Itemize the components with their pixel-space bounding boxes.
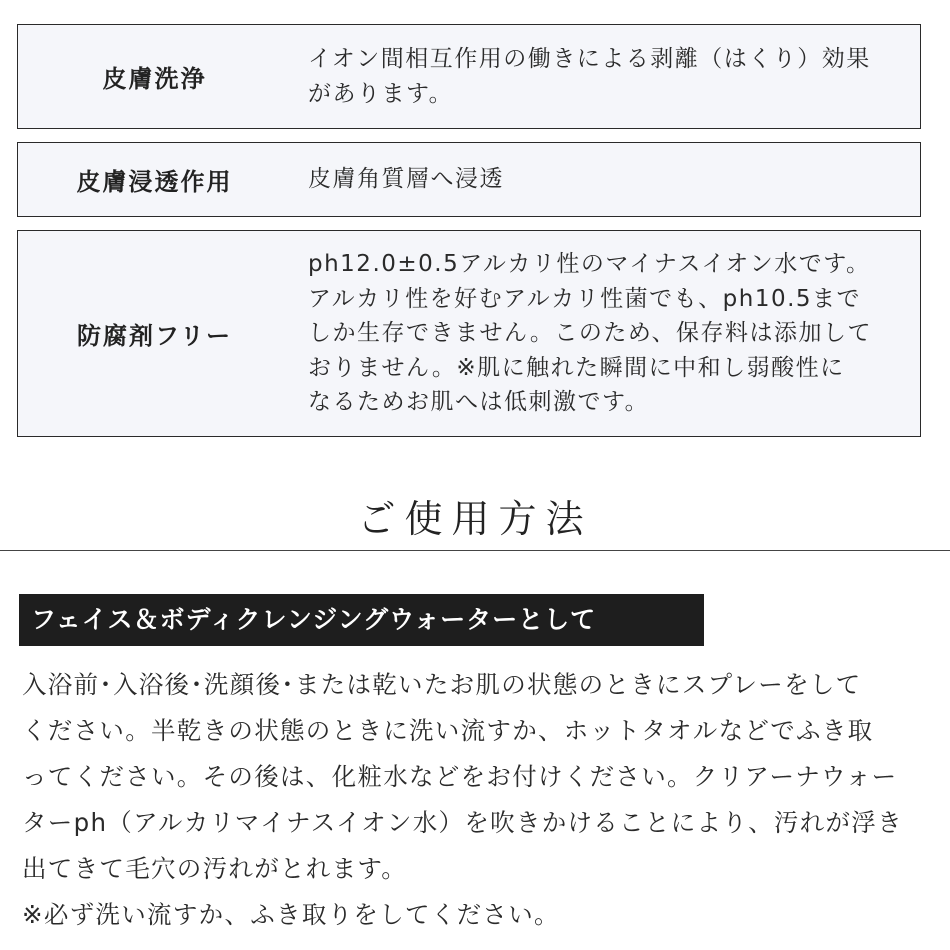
feature-description: ph12.0±0.5アルカリ性のマイナスイオン水です。 アルカリ性を好むアルカリ性菌でも、ph10.5まで しか生存できません。このため、保存料は添加して おりません。※肌に触れた瞬間に中和し弱酸性に なるためお肌へは低刺激です。: [308, 251, 872, 416]
feature-row-preservative-free: [17, 230, 921, 437]
feature-label: 皮膚浸透作用: [76, 168, 233, 196]
feature-label: 防腐剤フリー: [76, 322, 233, 350]
usage-heading: フェイス＆ボディクレンジングウォーターとして: [19, 594, 704, 646]
feature-row-skin-cleansing: [17, 24, 921, 129]
feature-label: 皮膚洗浄: [102, 65, 207, 93]
feature-table: [17, 24, 921, 450]
feature-description: イオン間相互作用の働きによる剥離（はくり）効果 があります。: [308, 46, 871, 107]
feature-row-skin-penetration: [17, 142, 921, 217]
usage-instructions: 入浴前･入浴後･洗顔後･または乾いたお肌の状態のときにスプレーをして ください。半乾きの状態のときに洗い流すか、ホットタオルなどでふき取 ってください。その後は、化粧水などをお付けください。クリアーナウォー ターph（アルカリマイナスイオン水）を吹きかけることにより、汚れが浮き 出てきて毛穴の汚れがとれます。 ※必ず洗い流すか、ふき取りをしてください。: [22, 670, 903, 929]
section-divider: [0, 550, 950, 551]
feature-description: 皮膚角質層へ浸透: [308, 166, 504, 193]
section-title-usage: ご使用方法: [357, 497, 593, 541]
